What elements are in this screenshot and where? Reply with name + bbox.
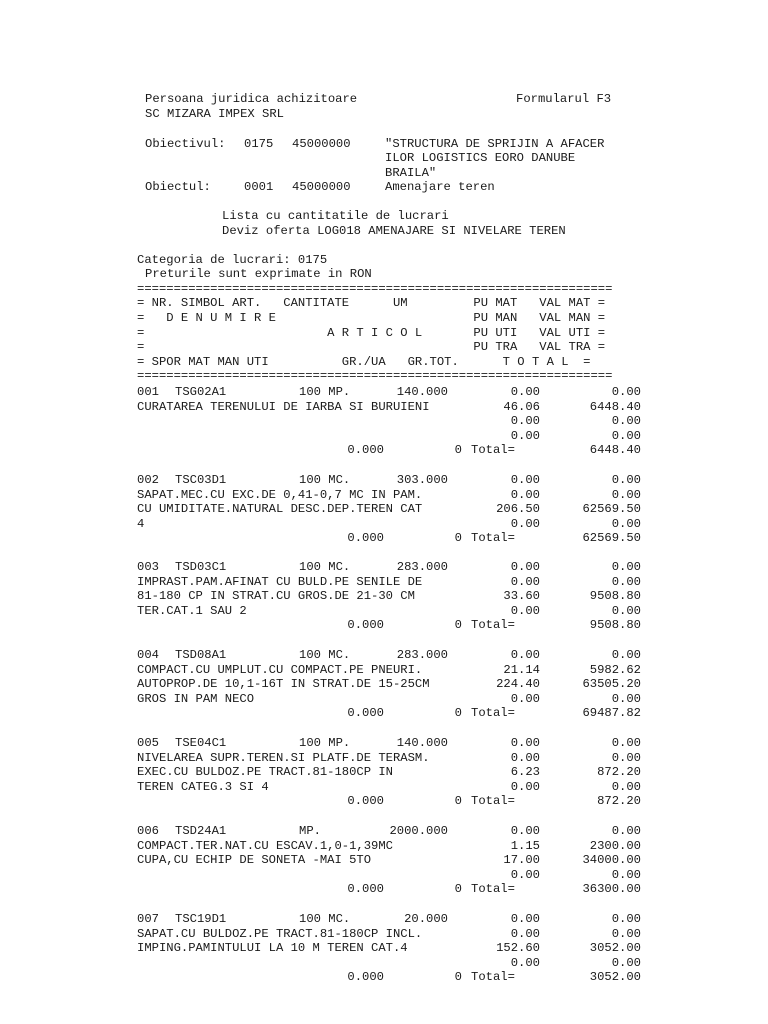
- item-description-line: AUTOPROP.DE 10,1-16T IN STRAT.DE 15-25CM: [137, 677, 430, 692]
- item-unit-price: 46.06: [503, 399, 540, 414]
- item-quantity: 20.000: [404, 912, 448, 926]
- item-total: 872.20: [597, 794, 641, 809]
- item-value: 0.00: [611, 736, 641, 750]
- item-value: 0.00: [611, 691, 641, 706]
- item-value: 0.00: [611, 955, 641, 970]
- item-quantity: 283.000: [396, 648, 448, 662]
- list-title: Lista cu cantitatile de lucrari: [222, 209, 449, 223]
- item-unit-price: 0.00: [510, 487, 540, 502]
- item-number: 002: [137, 473, 159, 487]
- header-row: = PU TRA VAL TRA =: [137, 340, 606, 354]
- item-unit-price: 206.50: [496, 502, 540, 517]
- item-gr-ua: 0.000: [347, 531, 384, 546]
- header-row: = SPOR MAT MAN UTI GR./UA GR.TOT. T O T A L =: [137, 355, 591, 369]
- item-total-label: Total=: [471, 706, 515, 721]
- item-unit: 100 MC.: [299, 648, 351, 662]
- item-value: 0.00: [611, 779, 641, 794]
- item-number: 005: [137, 736, 159, 750]
- item-description-line: EXEC.CU BULDOZ.PE TRACT.81-180CP IN: [137, 765, 393, 780]
- item-value: 0.00: [611, 824, 641, 838]
- item-unit-price: 0.00: [510, 473, 540, 487]
- item-unit-price: 0.00: [510, 926, 540, 941]
- item-total: 6448.40: [589, 443, 641, 458]
- item-total: 62569.50: [582, 531, 641, 546]
- item-symbol: TSD24A1: [175, 824, 227, 838]
- item-unit-price: 0.00: [510, 428, 540, 443]
- item-value: 0.00: [611, 516, 641, 531]
- objective-cpv: 45000000: [292, 137, 351, 151]
- header-row: = A R T I C O L PU UTI VAL UTI =: [137, 326, 606, 340]
- objective-label: Obiectivul:: [145, 137, 226, 151]
- item-description-line: CUPA,CU ECHIP DE SONETA -MAI 5TO: [137, 853, 372, 868]
- item-value: 6448.40: [589, 399, 641, 414]
- item-value: 3052.00: [589, 941, 641, 956]
- item-unit-price: 17.00: [503, 853, 540, 868]
- item-value: 0.00: [611, 428, 641, 443]
- item-description-line: 4: [137, 516, 145, 531]
- item-unit-price: 0.00: [510, 779, 540, 794]
- item-unit-price: 0.00: [510, 867, 540, 882]
- object-code: 0001: [244, 180, 274, 194]
- header-row: = D E N U M I R E PU MAN VAL MAN =: [137, 311, 606, 325]
- item-symbol: TSC19D1: [175, 912, 227, 926]
- item-total-label: Total=: [471, 531, 515, 546]
- item-total: 3052.00: [589, 970, 641, 985]
- currency-note: Preturile sunt exprimate in RON: [145, 267, 372, 281]
- item-total-label: Total=: [471, 794, 515, 809]
- item-value: 872.20: [597, 765, 641, 780]
- item-value: 2300.00: [589, 838, 641, 853]
- item-gr-tot: 0: [454, 618, 462, 633]
- item-description-line: COMPACT.TER.NAT.CU ESCAV.1,0-1,39MC: [137, 838, 393, 853]
- item-description-line: TEREN CATEG.3 SI 4: [137, 779, 269, 794]
- item-unit-price: 0.00: [510, 516, 540, 531]
- item-value: 0.00: [611, 912, 641, 926]
- item-value: 0.00: [611, 385, 641, 399]
- item-unit-price: 0.00: [510, 560, 540, 574]
- item-unit-price: 0.00: [510, 603, 540, 618]
- item-number: 003: [137, 560, 159, 574]
- item-unit: 100 MP.: [299, 385, 351, 399]
- item-unit-price: 0.00: [510, 385, 540, 399]
- item-unit-price: 0.00: [510, 912, 540, 926]
- object-name: Amenajare teren: [385, 180, 495, 194]
- item-gr-tot: 0: [454, 970, 462, 985]
- item-value: 0.00: [611, 648, 641, 662]
- item-gr-tot: 0: [454, 443, 462, 458]
- item-description-line: SAPAT.MEC.CU EXC.DE 0,41-0,7 MC IN PAM.: [137, 487, 423, 502]
- item-value: 0.00: [611, 487, 641, 502]
- item-quantity: 303.000: [396, 473, 448, 487]
- item-total-label: Total=: [471, 443, 515, 458]
- item-gr-ua: 0.000: [347, 970, 384, 985]
- item-description-line: TER.CAT.1 SAU 2: [137, 603, 247, 618]
- item-unit: MP.: [299, 824, 321, 838]
- item-total: 36300.00: [582, 882, 641, 897]
- item-gr-tot: 0: [454, 706, 462, 721]
- item-description-line: SAPAT.CU BULDOZ.PE TRACT.81-180CP INCL.: [137, 926, 423, 941]
- item-number: 001: [137, 385, 159, 399]
- objective-name-line: BRAILA": [385, 166, 437, 180]
- item-value: 9508.80: [589, 589, 641, 604]
- item-value: 62569.50: [582, 502, 641, 517]
- item-value: 0.00: [611, 867, 641, 882]
- item-description-line: GROS IN PAM NECO: [137, 691, 255, 706]
- item-unit-price: 0.00: [510, 736, 540, 750]
- item-unit-price: 6.23: [510, 765, 540, 780]
- item-unit-price: 224.40: [496, 677, 540, 692]
- item-total-label: Total=: [471, 882, 515, 897]
- item-symbol: TSG02A1: [175, 385, 227, 399]
- item-unit-price: 0.00: [510, 574, 540, 589]
- object-cpv: 45000000: [292, 180, 351, 194]
- item-gr-ua: 0.000: [347, 794, 384, 809]
- item-value: 0.00: [611, 603, 641, 618]
- item-description-line: NIVELAREA SUPR.TEREN.SI PLATF.DE TERASM.: [137, 750, 430, 765]
- item-total: 9508.80: [589, 618, 641, 633]
- item-symbol: TSE04C1: [175, 736, 227, 750]
- company-name: SC MIZARA IMPEX SRL: [145, 107, 284, 121]
- item-total-label: Total=: [471, 970, 515, 985]
- item-value: 0.00: [611, 750, 641, 765]
- item-total: 69487.82: [582, 706, 641, 721]
- item-gr-tot: 0: [454, 531, 462, 546]
- item-unit-price: 0.00: [510, 750, 540, 765]
- item-unit-price: 0.00: [510, 955, 540, 970]
- item-gr-tot: 0: [454, 882, 462, 897]
- item-symbol: TSD08A1: [175, 648, 227, 662]
- item-description-line: IMPRAST.PAM.AFINAT CU BULD.PE SENILE DE: [137, 574, 423, 589]
- item-symbol: TSD03C1: [175, 560, 227, 574]
- item-unit-price: 0.00: [510, 414, 540, 429]
- item-total-label: Total=: [471, 618, 515, 633]
- item-number: 007: [137, 912, 159, 926]
- item-unit: 100 MP.: [299, 736, 351, 750]
- item-value: 0.00: [611, 414, 641, 429]
- item-unit-price: 21.14: [503, 662, 540, 677]
- item-unit: 100 MC.: [299, 560, 351, 574]
- item-number: 004: [137, 648, 159, 662]
- header-rule: =================================================================: [137, 282, 613, 296]
- item-description-line: 81-180 CP IN STRAT.CU GROS.DE 21-30 CM: [137, 589, 415, 604]
- item-quantity: 283.000: [396, 560, 448, 574]
- item-number: 006: [137, 824, 159, 838]
- category-line: Categoria de lucrari: 0175: [137, 253, 328, 267]
- item-unit: 100 MC.: [299, 912, 351, 926]
- item-gr-ua: 0.000: [347, 882, 384, 897]
- item-value: 0.00: [611, 560, 641, 574]
- header-rule: =================================================================: [137, 369, 613, 383]
- item-unit: 100 MC.: [299, 473, 351, 487]
- item-description-line: IMPING.PAMINTULUI LA 10 M TEREN CAT.4: [137, 941, 408, 956]
- item-gr-tot: 0: [454, 794, 462, 809]
- item-quantity: 2000.000: [389, 824, 448, 838]
- item-symbol: TSC03D1: [175, 473, 227, 487]
- item-gr-ua: 0.000: [347, 706, 384, 721]
- item-value: 0.00: [611, 574, 641, 589]
- purchaser-label: Persoana juridica achizitoare: [145, 92, 358, 106]
- item-unit-price: 152.60: [496, 941, 540, 956]
- objective-name-line: ILOR LOGISTICS EORO DANUBE: [385, 151, 576, 165]
- item-quantity: 140.000: [396, 385, 448, 399]
- item-unit-price: 33.60: [503, 589, 540, 604]
- item-unit-price: 0.00: [510, 691, 540, 706]
- item-quantity: 140.000: [396, 736, 448, 750]
- objective-code: 0175: [244, 137, 274, 151]
- estimate-title: Deviz oferta LOG018 AMENAJARE SI NIVELARE TEREN: [222, 224, 566, 238]
- objective-name-line: "STRUCTURA DE SPRIJIN A AFACER: [385, 137, 605, 151]
- item-value: 0.00: [611, 926, 641, 941]
- item-value: 0.00: [611, 473, 641, 487]
- form-label: Formularul F3: [516, 92, 612, 106]
- object-label: Obiectul:: [145, 180, 211, 194]
- item-description-line: CURATAREA TERENULUI DE IARBA SI BURUIENI: [137, 399, 430, 414]
- item-description-line: COMPACT.CU UMPLUT.CU COMPACT.PE PNEURI.: [137, 662, 423, 677]
- item-unit-price: 0.00: [510, 824, 540, 838]
- item-unit-price: 1.15: [510, 838, 540, 853]
- header-row: = NR. SIMBOL ART. CANTITATE UM PU MAT VAL MAT =: [137, 296, 606, 310]
- item-value: 5982.62: [589, 662, 641, 677]
- item-description-line: CU UMIDITATE.NATURAL DESC.DEP.TEREN CAT: [137, 502, 423, 517]
- item-gr-ua: 0.000: [347, 443, 384, 458]
- item-value: 63505.20: [582, 677, 641, 692]
- item-value: 34000.00: [582, 853, 641, 868]
- item-unit-price: 0.00: [510, 648, 540, 662]
- item-gr-ua: 0.000: [347, 618, 384, 633]
